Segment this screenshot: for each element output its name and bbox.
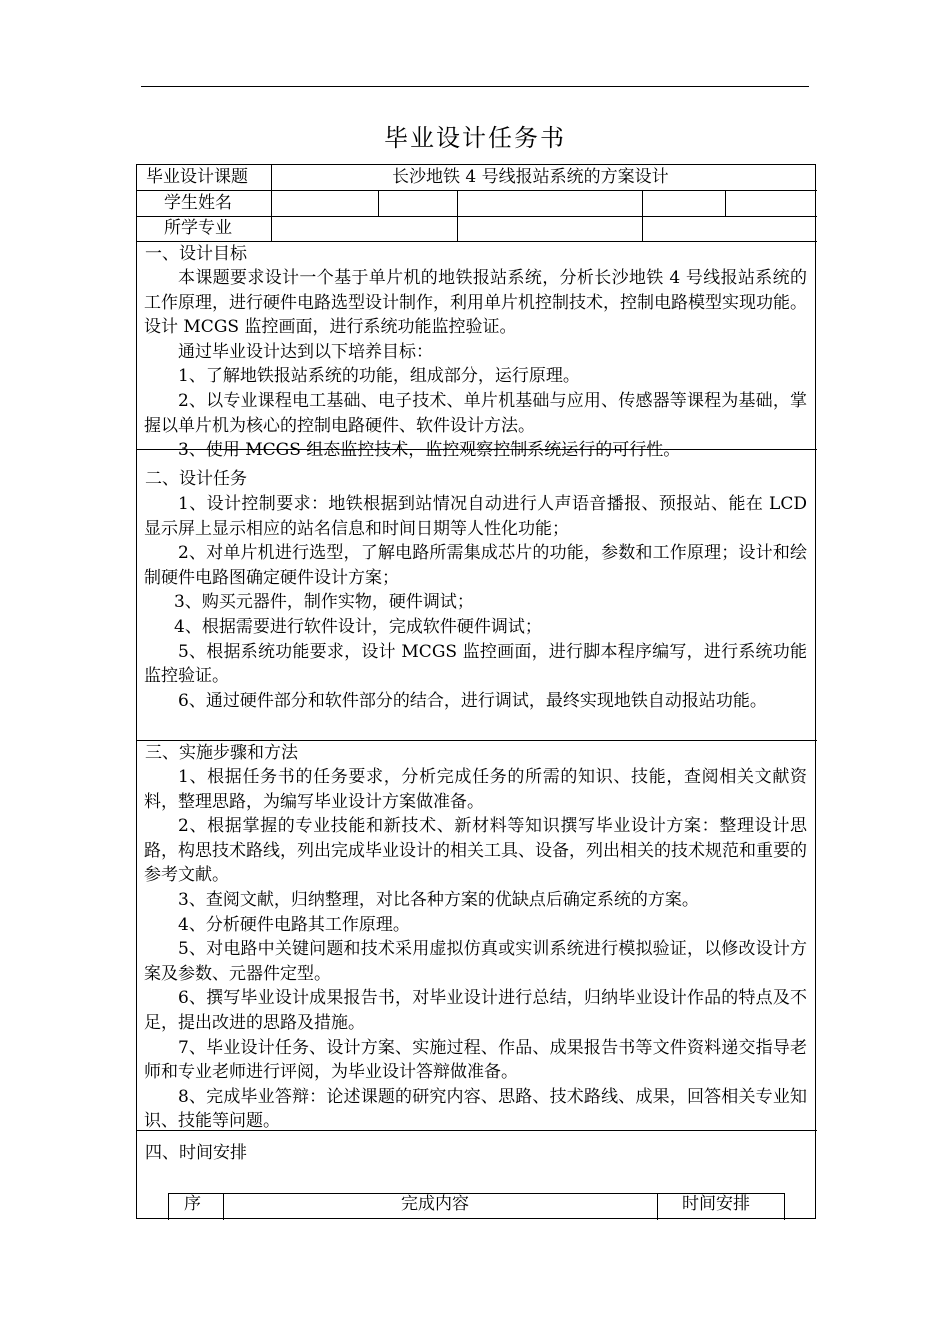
goal-paragraph: 3、使用 MCGS 组态监控技术，监控观察控制系统运行的可行性。 [178, 440, 681, 461]
schedule-col-index: 序 [184, 1194, 201, 1214]
header-rule [141, 86, 809, 87]
goal-heading: 一、设计目标 [145, 244, 247, 264]
steps-paragraph: 8、完成毕业答辩：论述课题的研究内容、思路、技术路线、成果，回答相关专业知识、技能等问题。 [144, 1086, 807, 1132]
schedule-column-divider [168, 1193, 169, 1220]
steps-paragraph: 3、查阅文献，归纳整理，对比各种方案的优缺点后确定系统的方案。 [178, 889, 699, 910]
steps-heading: 三、实施步骤和方法 [145, 743, 298, 763]
steps-paragraph: 1、根据任务书的任务要求，分析完成任务的所需的知识、技能，查阅相关文献资料，整理思路，为编写毕业设计方案做准备。 [144, 767, 807, 812]
column-divider [378, 190, 379, 216]
goal-body [144, 266, 807, 463]
steps-body [144, 765, 807, 1134]
goal-paragraph: 通过毕业设计达到以下培养目标： [178, 341, 433, 362]
column-divider [271, 165, 272, 241]
steps-paragraph: 5、对电路中关键问题和技术采用虚拟仿真或实训系统进行模拟验证，以修改设计方案及参数、元器件定型。 [144, 939, 807, 984]
steps-paragraph: 4、分析硬件电路其工作原理。 [178, 914, 410, 935]
schedule-heading: 四、时间安排 [145, 1143, 247, 1163]
topic-value: 长沙地铁 4 号线报站系统的方案设计 [392, 167, 669, 187]
steps-paragraph: 7、毕业设计任务、设计方案、实施过程、作品、成果报告书等文件资料递交指导老师和专业老师进行评阅，为毕业设计答辩做准备。 [144, 1037, 807, 1083]
schedule-column-divider [657, 1193, 658, 1220]
goal-paragraph: 2、以专业课程电工基础、电子技术、单片机基础与应用、传感器等课程为基础，掌握以单片机为核心的控制电路硬件、软件设计方法。 [144, 390, 807, 436]
student-name-label: 学生姓名 [164, 193, 232, 213]
schedule-column-divider [784, 1193, 785, 1220]
task-paragraph: 4、根据需要进行软件设计，完成软件硬件调试； [174, 616, 542, 637]
steps-paragraph: 2、根据掌握的专业技能和新技术、新材料等知识撰写毕业设计方案：整理设计思路，构思技术路线，列出完成毕业设计的相关工具、设备，列出相关的技术规范和重要的参考文献。 [144, 816, 807, 886]
row-divider [137, 216, 817, 217]
column-divider [725, 190, 726, 216]
task-heading: 二、设计任务 [145, 469, 247, 489]
schedule-col-time: 时间安排 [682, 1194, 750, 1214]
task-body [144, 492, 807, 713]
row-divider [137, 190, 817, 191]
topic-label: 毕业设计课题 [146, 167, 248, 187]
goal-paragraph: 本课题要求设计一个基于单片机的地铁报站系统，分析长沙地铁 4 号线报站系统的工作原理，进行硬件电路选型设计制作，利用单片机控制技术，控制电路模型实现功能。设计 MCGS 监控画面，进行系统功能监控验证。 [144, 268, 807, 338]
major-label: 所学专业 [164, 218, 232, 238]
task-paragraph: 3、购买元器件，制作实物，硬件调试； [174, 592, 474, 613]
task-paragraph: 6、通过硬件部分和软件部分的结合，进行调试，最终实现地铁自动报站功能。 [178, 690, 767, 711]
schedule-col-content: 完成内容 [401, 1194, 469, 1214]
task-paragraph: 1、设计控制要求：地铁根据到站情况自动进行人声语音播报、预报站、能在 LCD 显示屏上显示相应的站名信息和时间日期等人性化功能； [144, 494, 807, 539]
document-title: 毕业设计任务书 [384, 124, 566, 152]
task-paragraph: 2、对单片机进行选型，了解电路所需集成芯片的功能，参数和工作原理；设计和绘制硬件电路图确定硬件设计方案； [144, 543, 807, 588]
schedule-column-divider [223, 1193, 224, 1220]
goal-paragraph: 1、了解地铁报站系统的功能，组成部分，运行原理。 [178, 366, 580, 387]
column-divider [642, 190, 643, 241]
column-divider [457, 190, 458, 241]
steps-paragraph: 6、撰写毕业设计成果报告书，对毕业设计进行总结，归纳毕业设计作品的特点及不足，提出改进的思路及措施。 [144, 988, 807, 1033]
task-paragraph: 5、根据系统功能要求，设计 MCGS 监控画面，进行脚本程序编写，进行系统功能监控验证。 [144, 641, 807, 687]
